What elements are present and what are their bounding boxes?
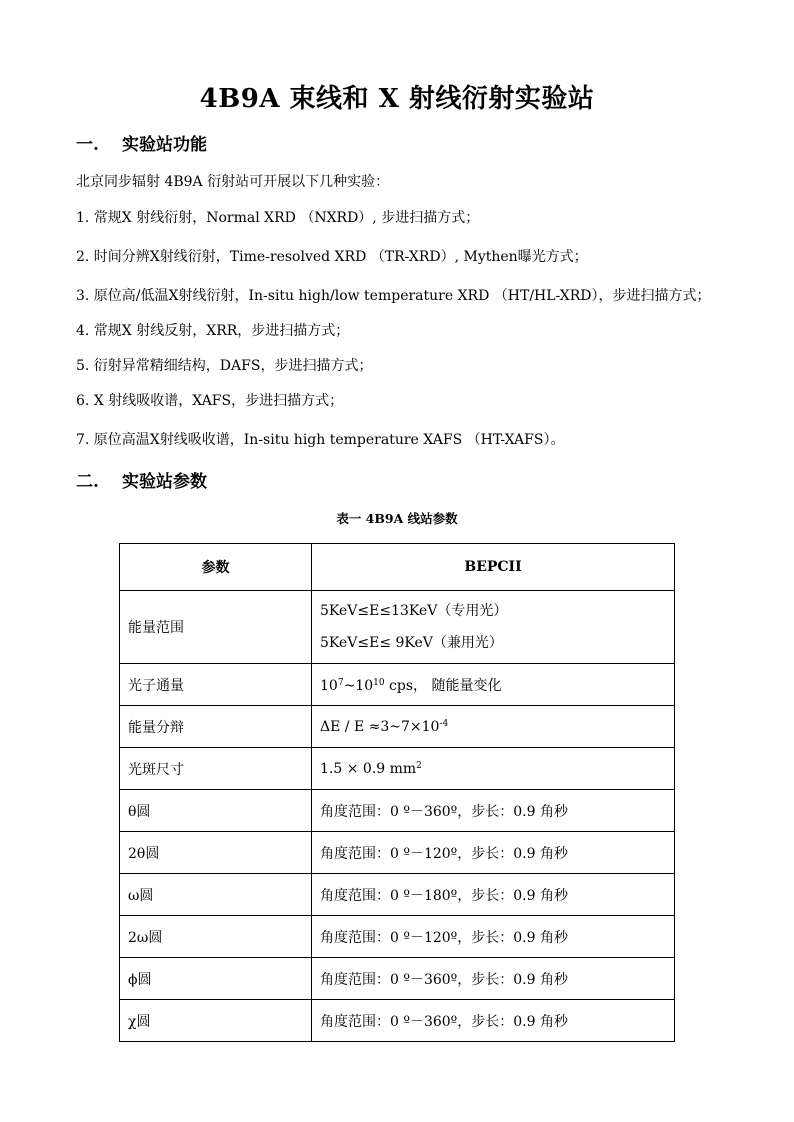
param-value: 角度范围：0 º－360º，步长：0.9 角秒 bbox=[312, 790, 675, 832]
param-name: 光斑尺寸 bbox=[120, 748, 312, 790]
table-row bbox=[120, 916, 675, 958]
param-name: 2ω圆 bbox=[120, 916, 312, 958]
param-name: 能量范围 bbox=[120, 591, 312, 664]
energy-range-dedicated: 5KeV≤E≤13KeV（专用光） bbox=[320, 603, 508, 619]
param-value bbox=[312, 664, 675, 706]
resolution-exp: -4 bbox=[439, 718, 449, 729]
section-1-number: 一. bbox=[76, 135, 99, 155]
param-value: 角度范围：0 º－120º，步长：0.9 角秒 bbox=[312, 916, 675, 958]
param-name: χ圆 bbox=[120, 1000, 312, 1042]
resolution-base: ΔE / E ≈3~7×10 bbox=[320, 718, 440, 735]
table-row bbox=[120, 832, 675, 874]
flux-exp-high: 10 bbox=[373, 677, 385, 688]
spot-exp: 2 bbox=[416, 760, 422, 771]
table-row bbox=[120, 874, 675, 916]
header-param: 参数 bbox=[120, 544, 312, 591]
param-value bbox=[312, 748, 675, 790]
param-name: 光子通量 bbox=[120, 664, 312, 706]
param-value: 角度范围：0 º－180º，步长：0.9 角秒 bbox=[312, 874, 675, 916]
flux-exp-low: 7 bbox=[337, 677, 344, 688]
param-name: ϕ圆 bbox=[120, 958, 312, 1000]
energy-range-shared: 5KeV≤E≤ 9KeV（兼用光） bbox=[320, 635, 503, 651]
table-row bbox=[120, 790, 675, 832]
param-name: 2θ圆 bbox=[120, 832, 312, 874]
section-2-heading bbox=[76, 467, 207, 492]
table-row bbox=[120, 706, 675, 748]
header-value: BEPCII bbox=[312, 544, 675, 591]
flux-mid: ~10 bbox=[343, 677, 374, 694]
function-item-2: 2. 时间分辨X射线衍射，Time-resolved XRD （TR-XRD）, Mythen曝光方式； bbox=[76, 249, 588, 265]
function-item-6: 6. X 射线吸收谱，XAFS，步进扫描方式； bbox=[76, 393, 344, 409]
function-item-7: 7. 原位高温X射线吸收谱，In-situ high temperature XAFS （HT-XAFS）。 bbox=[76, 432, 565, 448]
param-value: 角度范围：0 º－120º，步长：0.9 角秒 bbox=[312, 832, 675, 874]
param-name: ω圆 bbox=[120, 874, 312, 916]
flux-tail: cps， 随能量变化 bbox=[384, 677, 502, 694]
table-row bbox=[120, 748, 675, 790]
param-value bbox=[312, 706, 675, 748]
table-header-row bbox=[120, 544, 675, 591]
section-1-heading bbox=[76, 130, 207, 155]
section-1-intro: 北京同步辐射 4B9A 衍射站可开展以下几种实验： bbox=[76, 174, 390, 190]
parameters-table bbox=[119, 543, 675, 1042]
param-value: 角度范围：0 º－360º，步长：0.9 角秒 bbox=[312, 1000, 675, 1042]
table-row bbox=[120, 664, 675, 706]
function-item-3: 3. 原位高/低温X射线衍射，In-situ high/low temperature XRD （HT/HL-XRD），步进扫描方式； bbox=[76, 288, 711, 304]
table-row bbox=[120, 591, 675, 664]
table-row bbox=[120, 1000, 675, 1042]
function-item-4: 4. 常规X 射线反射，XRR，步进扫描方式； bbox=[76, 323, 350, 339]
function-item-5: 5. 衍射异常精细结构，DAFS，步进扫描方式； bbox=[76, 358, 373, 374]
param-name: 能量分辩 bbox=[120, 706, 312, 748]
function-item-1: 1. 常规X 射线衍射，Normal XRD （NXRD）, 步进扫描方式； bbox=[76, 210, 480, 226]
page-title: 4B9A 束线和 X 射线衍射实验站 bbox=[199, 84, 595, 114]
spot-base: 1.5 × 0.9 mm bbox=[320, 760, 417, 777]
param-name: θ圆 bbox=[120, 790, 312, 832]
param-value: 角度范围：0 º－360º，步长：0.9 角秒 bbox=[312, 958, 675, 1000]
section-2-title: 实验站参数 bbox=[122, 472, 207, 492]
param-value bbox=[312, 591, 675, 664]
table-row bbox=[120, 958, 675, 1000]
section-2-number: 二. bbox=[76, 472, 99, 492]
section-1-title: 实验站功能 bbox=[122, 135, 207, 155]
flux-base: 10 bbox=[320, 677, 338, 694]
table-caption: 表一 4B9A 线站参数 bbox=[336, 511, 458, 526]
